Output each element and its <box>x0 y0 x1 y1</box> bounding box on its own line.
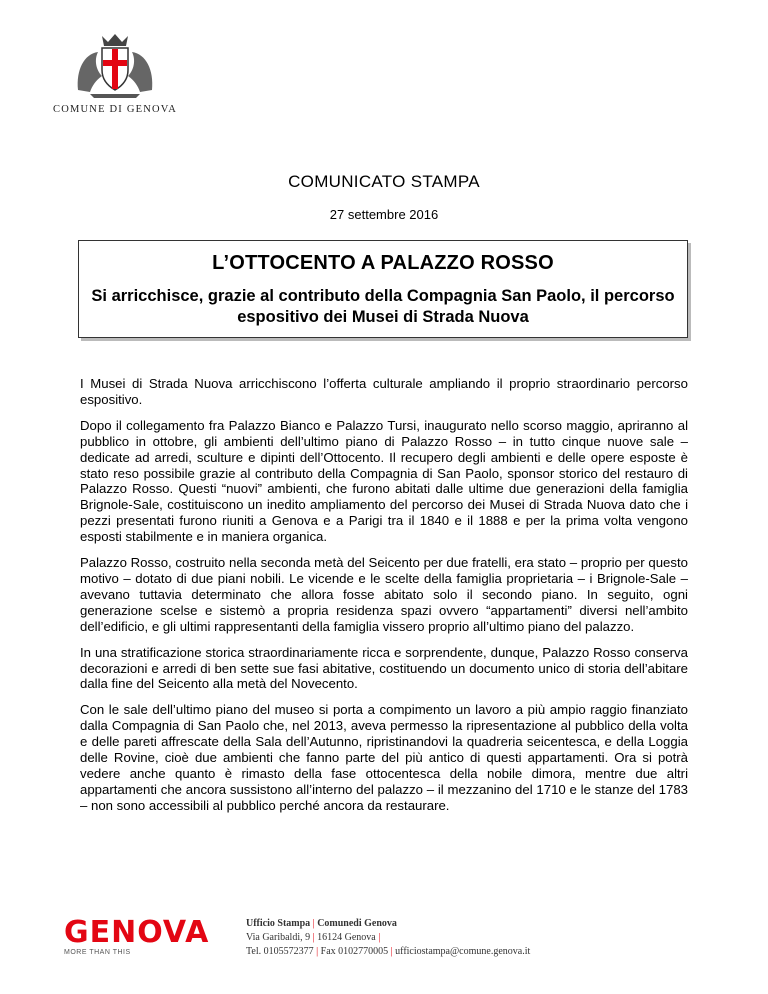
paragraph: Con le sale dell’ultimo piano del museo si porta a compimento un lavoro a più ampio raggio finanziato dalla Compagnia di San Paolo che, nel 2013, aveva permesso la ripresentazione al pubblico della volta e delle pareti affrescate della Sala dell’Autunno, ripristinandovi la quadreria seicentesca, e della Loggia delle Rovine, cioè due ambienti che fanno parte del più antico di questi appartamenti. Ora si potrà vedere anche quanto è rimasto della fase ottocentesca della nobile dimora, mentre due altri appartamenti che ancora sussistono all’interno del palazzo – il mezzanino del 1710 e le stanze del 1783 – non sono accessibili al pubblico perché ancora da restaurare. <box>80 702 688 813</box>
email-link[interactable]: ufficiostampa@comune.genova.it <box>395 946 531 957</box>
press-release-body <box>80 376 688 824</box>
phone-number: Tel. 0105572377 <box>246 946 314 957</box>
address-street: Via Garibaldi, 9 <box>246 932 311 943</box>
address-city: 16124 Genova <box>317 932 376 943</box>
footer-address-line <box>246 931 530 945</box>
footer-contacts <box>246 917 530 959</box>
title-box <box>78 240 688 338</box>
footer-office-line <box>246 917 530 931</box>
office-org: Comunedi Genova <box>317 918 397 929</box>
office-name: Ufficio Stampa <box>246 918 311 929</box>
comune-label: COMUNE DI GENOVA <box>52 104 177 115</box>
logo-wordmark: GENOVA <box>64 915 210 950</box>
separator: | <box>390 946 396 957</box>
comune-crest-logo <box>70 30 160 100</box>
paragraph: In una stratificazione storica straordinariamente ricca e sorprendente, dunque, Palazzo Rosso conserva decorazioni e arredi di ben sette sue fasi abitative, costituendo un documento unico di storia dell’abitare dalla fine del Seicento alla metà del Novecento. <box>80 644 688 692</box>
paragraph: I Musei di Strada Nuova arricchiscono l’offerta culturale ampliando il proprio straordinario percorso espositivo. <box>80 376 688 407</box>
separator: | <box>316 946 321 957</box>
paragraph: Palazzo Rosso, costruito nella seconda metà del Seicento per due fratelli, era stato – proprio per questo motivo – dotato di due piani nobili. Le vicende e le scelte della famiglia proprietaria – i Brignole-Sale – avevano tuttavia determinato che allora fosse abitato solo il secondo piano. In seguito, ogni generazione scelse e sistemò a propria residenza spazi ovvero “appartamenti” diversi nell’ambito dell’edificio, e gli ultimi rappresentanti della famiglia vissero proprio all’ultimo piano del palazzo. <box>80 555 688 634</box>
genova-brand-logo <box>64 915 234 956</box>
logo-tagline: MORE THAN THIS <box>64 949 131 956</box>
paragraph: Dopo il collegamento fra Palazzo Bianco e Palazzo Tursi, inaugurato nello scorso maggio, apriranno al pubblico in ottobre, gli ambienti dell’ultimo piano di Palazzo Rosso – in tutto cinque nuove sale – dedicate ad arredi, sculture e dipinti dell’Ottocento. Il recupero degli ambienti e delle opere esposte è stato reso possibile grazie al contributo della Compagnia di San Paolo, sponsor storico del restauro di Palazzo Rosso. Questi “nuovi” ambienti, che furono abitati dalle ultime due generazioni della famiglia Brignole-Sale, costituiscono un inedito ampliamento del percorso dei Musei di Strada Nuova dato che i pezzi presentati furono riuniti a Genova e a Parigi tra il 1840 e il 1888 e per la prima volta vengono esposti stabilmente e in maniera organica. <box>80 417 688 545</box>
crest-icon <box>70 30 160 100</box>
page-subtitle: Si arricchisce, grazie al contributo della Compagnia San Paolo, il percorso espositivo dei Musei di Strada Nuova <box>91 287 675 326</box>
document-type-label: COMUNICATO STAMPA <box>288 172 480 191</box>
footer-contact-line <box>246 945 530 959</box>
fax-number: Fax 0102770005 <box>320 946 389 957</box>
separator: | <box>378 932 381 943</box>
page-title: L’OTTOCENTO A PALAZZO ROSSO <box>212 252 554 274</box>
document-date: 27 settembre 2016 <box>329 207 439 222</box>
separator: | <box>312 918 318 929</box>
separator: | <box>312 932 318 943</box>
